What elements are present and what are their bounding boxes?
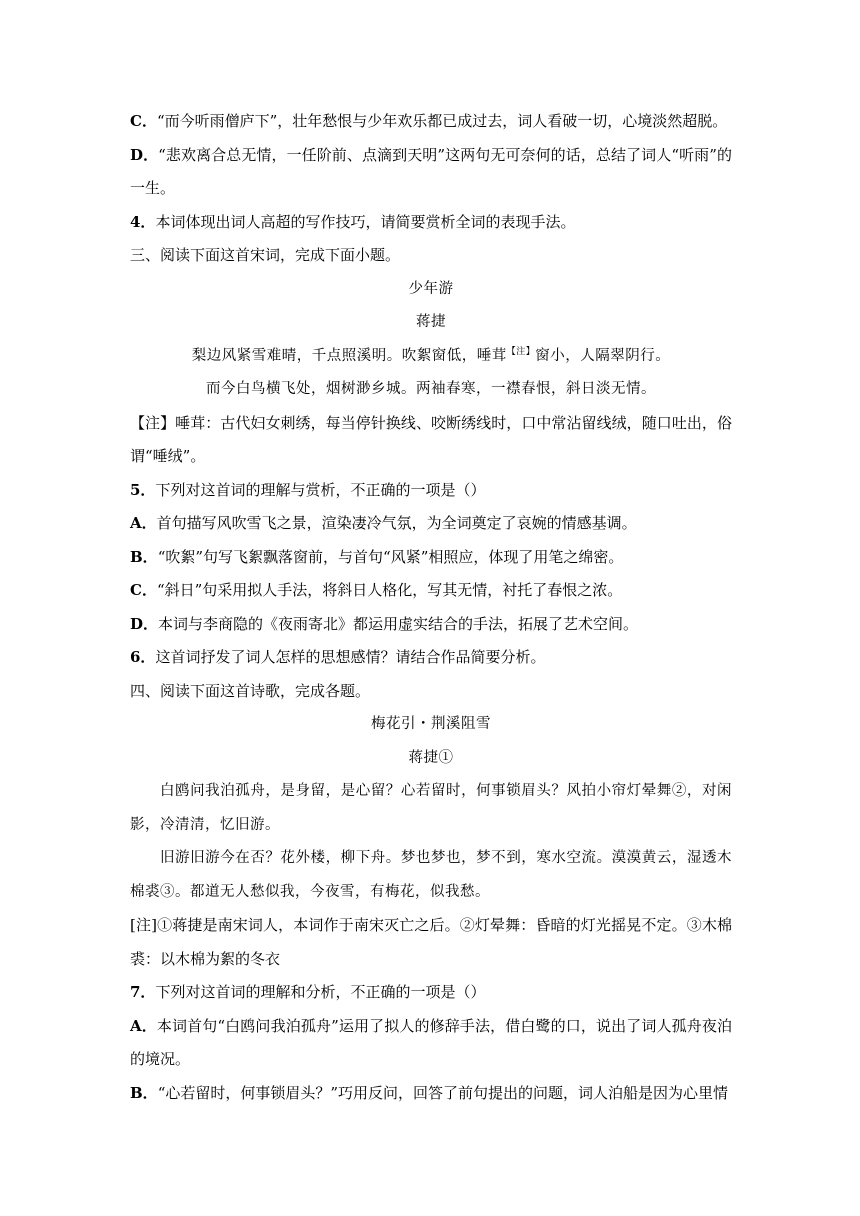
- option-text: “心若留时，何事锁眉头？”巧用反问，回答了前句提出的问题，词人泊船是因为心里情: [157, 1083, 729, 1102]
- option-letter: C．: [130, 581, 157, 599]
- question-6: [130, 641, 732, 675]
- poem-line-part: 梨边风紧雪难晴，千点照溪明。吹絮窗低，唾茸: [191, 347, 507, 364]
- footnote-marker: 【注】: [506, 346, 536, 357]
- poem-line: 而今白鸟横飞处，烟树渺乡城。两袖春寒，一襟春恨，斜日淡无情。: [206, 381, 656, 397]
- option-letter: B．: [130, 547, 158, 566]
- option-text: “悲欢离合总无情，一任阶前、点滴到天明”这两句无可奈何的话，总结了词人“听雨”的一生。: [130, 145, 732, 197]
- option-text: “而今听雨僧庐下”，壮年愁恨与少年欢乐都已成过去，词人看破一切，心境淡然超脱。: [156, 112, 728, 130]
- poem-line-part: 窗小，人隔翠阴行。: [535, 347, 671, 364]
- poem-line: [130, 340, 732, 374]
- question-4: [130, 206, 732, 240]
- option-text: 本词与李商隐的《夜雨寄北》都运用虚实结合的手法，拓展了艺术空间。: [158, 614, 639, 633]
- poem-note: 【注】唾茸：古代妇女刺绣，每当停针换线、咬断绣线时，口中常沾留线绒，随口吐出，俗谓“唾绒”。: [130, 413, 732, 465]
- question-text: 这首词抒发了词人怎样的思想感情？请结合作品简要分析。: [155, 648, 546, 666]
- poem-title: 少年游: [408, 280, 454, 297]
- question-number: 4．: [130, 212, 156, 231]
- poem-author: 蒋捷①: [408, 749, 454, 766]
- option-letter: C．: [130, 112, 157, 130]
- question-text: 下列对这首词的理解与赏析，不正确的一项是（）: [155, 480, 486, 499]
- option-letter: D．: [130, 145, 159, 164]
- q7-option-a: [130, 1010, 732, 1077]
- poem-title: 梅花引・荆溪阻雪: [371, 716, 491, 732]
- question-5: [130, 474, 732, 508]
- q3-option-d: [130, 139, 732, 206]
- section-3-heading: 三、阅读下面这首宋词，完成下面小题。: [130, 246, 401, 264]
- q5-option-a: [130, 507, 732, 541]
- option-text: 本词首句“白鸥问我泊孤舟”运用了拟人的修辞手法，借白鹭的口，说出了词人孤舟夜泊的境况。: [130, 1016, 732, 1068]
- question-number: 5．: [130, 480, 156, 499]
- question-7: [130, 976, 732, 1010]
- option-letter: B．: [130, 1083, 158, 1102]
- q5-option-b: [130, 541, 732, 575]
- q7-option-b: [130, 1077, 732, 1111]
- question-number: 7．: [130, 983, 156, 1001]
- q5-option-c: [130, 574, 732, 608]
- option-text: “吹絮”句写飞絮飘落窗前，与首句“风紧”相照应，体现了用笔之绵密。: [157, 547, 624, 566]
- question-text: 本词体现出词人高超的写作技巧，请简要赏析全词的表现手法。: [155, 212, 576, 231]
- question-number: 6．: [130, 648, 156, 666]
- q3-option-c: [130, 105, 732, 139]
- option-text: 首句描写风吹雪飞之景，渲染凄冷气氛，为全词奠定了哀婉的情感基调。: [156, 514, 637, 532]
- poem-stanza: 旧游旧游今在否？花外楼，柳下舟。梦也梦也，梦不到，寒水空流。漠漠黄云，湿透木棉裘③。都道无人愁似我，今夜雪，有梅花，似我愁。: [130, 850, 732, 900]
- poem-stanza: 白鸥问我泊孤舟，是身留，是心留？心若留时，何事锁眉头？风拍小帘灯晕舞②，对闲影，冷清清，忆旧游。: [130, 783, 732, 833]
- poem-note: [注]①蒋捷是南宋词人，本词作于南宋灭亡之后。②灯晕舞：昏暗的灯光摇晃不定。③木棉裘：以木棉为絮的冬衣: [130, 916, 732, 968]
- section-4-heading: 四、阅读下面这首诗歌，完成各题。: [130, 681, 371, 700]
- q5-option-d: [130, 608, 732, 642]
- poem-author: 蒋捷: [416, 314, 446, 330]
- option-letter: A．: [130, 1016, 157, 1035]
- question-text: 下列对这首词的理解和分析，不正确的一项是（）: [155, 983, 486, 1001]
- option-text: “斜日”句采用拟人手法，将斜日人格化，写其无情，衬托了春恨之浓。: [156, 581, 623, 599]
- option-letter: A．: [130, 514, 157, 532]
- option-letter: D．: [130, 614, 159, 633]
